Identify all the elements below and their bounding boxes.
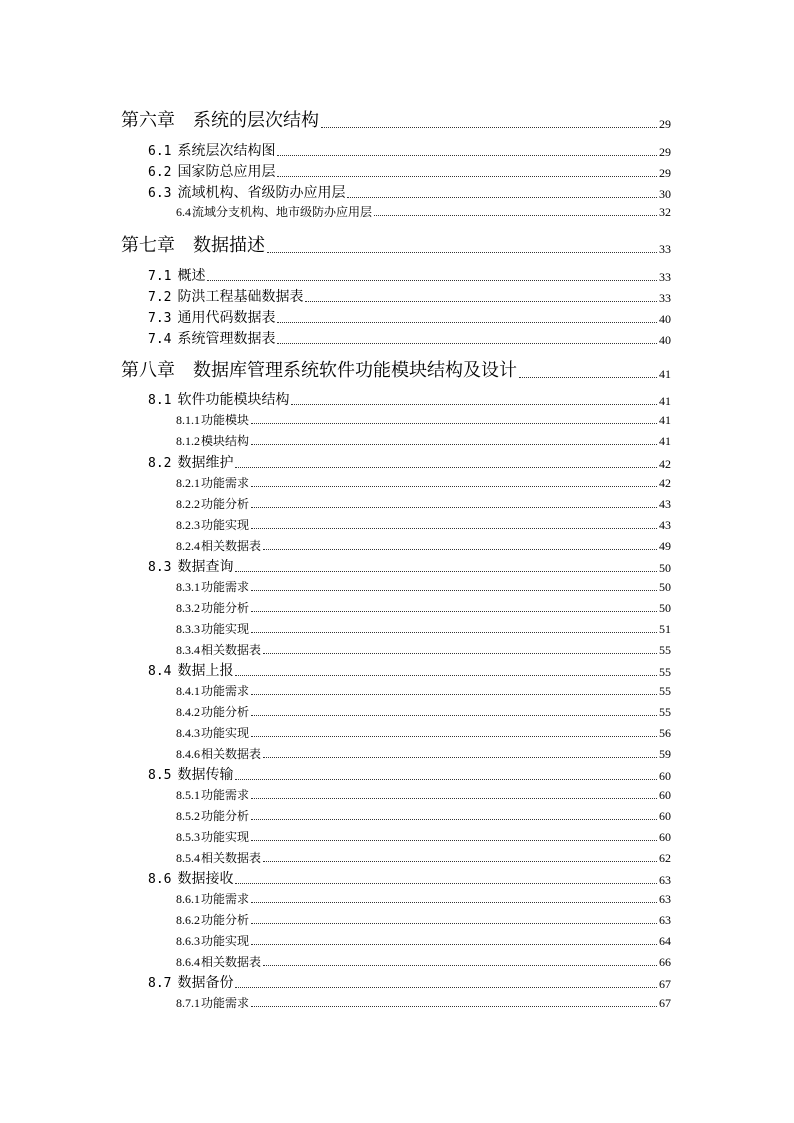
toc-entry-label	[176, 620, 249, 637]
toc-entry-chapter[interactable]	[121, 108, 671, 132]
toc-entry-number: 8.3	[148, 560, 172, 575]
dot-leader	[251, 902, 657, 903]
dot-leader	[519, 377, 657, 378]
dot-leader	[263, 653, 657, 654]
toc-entry-section[interactable]	[148, 307, 671, 327]
toc-entry-label	[148, 764, 233, 784]
toc-entry-title: 功能需求	[201, 996, 250, 1010]
toc-entry-number: 8.2	[148, 456, 172, 471]
dot-leader	[251, 840, 657, 841]
toc-entry-label	[176, 495, 249, 512]
toc-entry-title: 功能需求	[201, 788, 250, 802]
toc-entry-number: 8.5.4	[176, 851, 200, 865]
dot-leader	[291, 404, 657, 405]
toc-entry-page-number: 60	[659, 809, 671, 823]
toc-entry-page-number: 60	[659, 830, 671, 844]
dot-leader	[251, 611, 657, 612]
toc-entry-title: 数据接收	[177, 871, 234, 887]
toc-entry-label	[176, 641, 261, 658]
toc-entry-page-number: 49	[659, 539, 671, 553]
toc-entry-title: 功能实现	[201, 622, 250, 636]
toc-entry-page-number: 32	[659, 205, 671, 219]
toc-entry-label	[148, 182, 345, 202]
toc-entry-page-number: 64	[659, 934, 671, 948]
toc-entry-label	[176, 807, 249, 824]
toc-entry-page-number: 43	[659, 497, 671, 511]
toc-entry-page-number: 56	[659, 726, 671, 740]
toc-entry-title: 模块结构	[201, 434, 250, 448]
toc-entry-title: 数据查询	[177, 559, 234, 575]
toc-entry-label	[176, 432, 249, 449]
toc-entry-section[interactable]	[148, 161, 671, 181]
toc-entry-label	[176, 953, 261, 970]
toc-entry-number: 8.5.3	[176, 830, 200, 844]
toc-entry-title: 功能分析	[201, 601, 250, 615]
toc-entry-title: 相关数据表	[201, 643, 262, 657]
toc-entry-number: 7.2	[148, 290, 172, 305]
toc-entry-label	[148, 161, 275, 181]
toc-entry-sub[interactable]	[176, 577, 671, 595]
toc-entry-page-number: 50	[659, 580, 671, 594]
dot-leader	[235, 779, 657, 780]
toc-entry-number: 8.4.3	[176, 726, 200, 740]
toc-entry-page-number: 60	[659, 788, 671, 802]
toc-entry-number: 8.7.1	[176, 996, 200, 1010]
toc-entry-page-number: 63	[659, 913, 671, 927]
toc-entry-label	[176, 474, 249, 491]
toc-entry-label	[176, 203, 372, 220]
toc-entry-page-number: 41	[659, 394, 671, 408]
toc-entry-label	[176, 911, 249, 928]
toc-entry-label	[176, 516, 249, 533]
toc-entry-sub[interactable]	[176, 702, 671, 720]
toc-entry-title: 相关数据表	[201, 747, 262, 761]
toc-entry-number: 7.4	[148, 332, 172, 347]
toc-entry-label	[176, 786, 249, 803]
toc-entry-number: 8.1.1	[176, 413, 200, 427]
toc-entry-label	[176, 932, 249, 949]
dot-leader	[263, 549, 657, 550]
toc-entry-page-number: 60	[659, 769, 671, 783]
toc-entry-page-number: 63	[659, 892, 671, 906]
toc-entry-title: 国家防总应用层	[177, 164, 276, 180]
toc-entry-page-number: 40	[659, 333, 671, 347]
toc-entry-number: 8.4	[148, 664, 172, 679]
toc-entry-label	[176, 890, 249, 907]
toc-entry-sub[interactable]	[176, 202, 671, 220]
toc-entry-sub[interactable]	[176, 848, 671, 866]
toc-entry-sub[interactable]	[176, 806, 671, 824]
dot-leader	[251, 423, 657, 424]
toc-entry-sub[interactable]	[176, 410, 671, 428]
toc-entry-title: 功能需求	[201, 684, 250, 698]
toc-entry-title: 功能需求	[201, 892, 250, 906]
toc-entry-title: 数据维护	[177, 455, 234, 471]
dot-leader	[277, 155, 657, 156]
toc-entry-title: 相关数据表	[201, 955, 262, 969]
toc-entry-section[interactable]	[148, 389, 671, 409]
toc-entry-number: 第六章	[121, 110, 175, 131]
toc-entry-sub[interactable]	[176, 744, 671, 762]
toc-entry-page-number: 29	[659, 166, 671, 180]
dot-leader	[251, 632, 657, 633]
toc-entry-number: 8.4.6	[176, 747, 200, 761]
toc-entry-title: 功能实现	[201, 518, 250, 532]
toc-entry-label	[148, 452, 233, 472]
toc-entry-title: 功能分析	[201, 705, 250, 719]
toc-entry-label	[121, 106, 319, 132]
toc-entry-sub[interactable]	[176, 515, 671, 533]
toc-entry-page-number: 55	[659, 665, 671, 679]
toc-entry-section[interactable]	[148, 140, 671, 160]
toc-entry-label	[176, 682, 249, 699]
toc-entry-section[interactable]	[148, 764, 671, 784]
toc-entry-number: 6.4	[176, 205, 191, 219]
toc-entry-title: 功能实现	[201, 726, 250, 740]
toc-entry-number: 8.1	[148, 393, 172, 408]
toc-entry-label	[148, 972, 233, 992]
toc-entry-label	[148, 286, 303, 306]
toc-entry-sub[interactable]	[176, 785, 671, 803]
toc-entry-label	[176, 724, 249, 741]
toc-entry-sub[interactable]	[176, 827, 671, 845]
toc-entry-label	[148, 389, 289, 409]
toc-entry-number: 8.3.2	[176, 601, 200, 615]
dot-leader	[251, 736, 657, 737]
toc-entry-page-number: 55	[659, 705, 671, 719]
toc-entry-title: 功能实现	[201, 934, 250, 948]
dot-leader	[235, 467, 657, 468]
toc-entry-title: 流域机构、省级防办应用层	[177, 185, 346, 201]
toc-entry-sub[interactable]	[176, 931, 671, 949]
toc-entry-number: 8.6.3	[176, 934, 200, 948]
toc-entry-number: 8.4.2	[176, 705, 200, 719]
toc-entry-number: 8.6.2	[176, 913, 200, 927]
toc-entry-number: 8.3.4	[176, 643, 200, 657]
toc-entry-number: 7.1	[148, 269, 172, 284]
dot-leader	[251, 1006, 657, 1007]
toc-entry-page-number: 50	[659, 561, 671, 575]
toc-entry-page-number: 66	[659, 955, 671, 969]
toc-entry-page-number: 63	[659, 873, 671, 887]
toc-entry-sub[interactable]	[176, 889, 671, 907]
toc-entry-label	[148, 660, 233, 680]
toc-entry-sub[interactable]	[176, 993, 671, 1011]
toc-entry-label	[148, 265, 205, 285]
toc-entry-label	[148, 556, 233, 576]
toc-entry-page-number: 59	[659, 747, 671, 761]
toc-entry-page-number: 50	[659, 601, 671, 615]
toc-entry-label	[176, 849, 261, 866]
dot-leader	[251, 528, 657, 529]
toc-entry-title: 数据库管理系统软件功能模块结构及设计	[193, 360, 517, 381]
toc-entry-page-number: 42	[659, 476, 671, 490]
toc-entry-chapter[interactable]	[121, 233, 671, 257]
toc-entry-label	[148, 328, 275, 348]
toc-entry-page-number: 67	[659, 996, 671, 1010]
toc-entry-label	[176, 599, 249, 616]
dot-leader	[321, 127, 657, 128]
dot-leader	[235, 987, 657, 988]
toc-entry-number: 第八章	[121, 360, 175, 381]
toc-entry-page-number: 41	[659, 434, 671, 448]
toc-entry-section[interactable]	[148, 972, 671, 992]
toc-entry-section[interactable]	[148, 265, 671, 285]
toc-entry-number: 7.3	[148, 311, 172, 326]
toc-entry-number: 第七章	[121, 235, 175, 256]
toc-entry-number: 8.6	[148, 872, 172, 887]
dot-leader	[251, 819, 657, 820]
toc-entry-label	[176, 703, 249, 720]
toc-entry-title: 系统管理数据表	[177, 331, 276, 347]
toc-entry-sub[interactable]	[176, 681, 671, 699]
dot-leader	[305, 301, 657, 302]
toc-entry-page-number: 29	[659, 117, 671, 131]
toc-entry-number: 8.2.1	[176, 476, 200, 490]
toc-entry-page-number: 42	[659, 457, 671, 471]
dot-leader	[263, 965, 657, 966]
toc-entry-title: 概述	[177, 268, 206, 284]
toc-entry-page-number: 67	[659, 977, 671, 991]
dot-leader	[207, 280, 657, 281]
toc-entry-label	[176, 411, 249, 428]
toc-entry-title: 功能实现	[201, 830, 250, 844]
toc-entry-page-number: 33	[659, 242, 671, 256]
toc-entry-title: 数据传输	[177, 767, 234, 783]
toc-entry-number: 8.3.3	[176, 622, 200, 636]
toc-entry-section[interactable]	[148, 556, 671, 576]
dot-leader	[277, 322, 657, 323]
toc-entry-sub[interactable]	[176, 494, 671, 512]
toc-entry-number: 8.6.4	[176, 955, 200, 969]
toc-entry-page-number: 43	[659, 518, 671, 532]
dot-leader	[347, 197, 657, 198]
toc-entry-number: 8.5.1	[176, 788, 200, 802]
toc-entry-number: 8.3.1	[176, 580, 200, 594]
dot-leader	[251, 923, 657, 924]
toc-entry-page-number: 41	[659, 413, 671, 427]
toc-entry-number: 8.4.1	[176, 684, 200, 698]
toc-entry-title: 数据描述	[193, 235, 265, 256]
toc-entry-sub[interactable]	[176, 431, 671, 449]
toc-entry-title: 防洪工程基础数据表	[177, 289, 304, 305]
toc-entry-section[interactable]	[148, 660, 671, 680]
dot-leader	[251, 715, 657, 716]
toc-entry-page-number: 29	[659, 145, 671, 159]
toc-entry-title: 相关数据表	[201, 539, 262, 553]
dot-leader	[251, 944, 657, 945]
toc-entry-number: 8.7	[148, 976, 172, 991]
toc-entry-title: 数据备份	[177, 975, 234, 991]
toc-entry-number: 6.3	[148, 186, 172, 201]
dot-leader	[235, 571, 657, 572]
toc-entry-sub[interactable]	[176, 536, 671, 554]
toc-entry-sub[interactable]	[176, 640, 671, 658]
dot-leader	[251, 590, 657, 591]
toc-entry-label	[121, 231, 265, 257]
toc-entry-number: 8.5.2	[176, 809, 200, 823]
toc-entry-sub[interactable]	[176, 952, 671, 970]
dot-leader	[267, 252, 657, 253]
toc-entry-number: 8.6.1	[176, 892, 200, 906]
toc-entry-sub[interactable]	[176, 723, 671, 741]
toc-entry-sub[interactable]	[176, 473, 671, 491]
toc-entry-title: 功能需求	[201, 580, 250, 594]
toc-entry-page-number: 51	[659, 622, 671, 636]
toc-entry-number: 8.1.2	[176, 434, 200, 448]
toc-entry-page-number: 30	[659, 187, 671, 201]
toc-entry-chapter[interactable]	[121, 358, 671, 382]
toc-entry-sub[interactable]	[176, 910, 671, 928]
toc-entry-section[interactable]	[148, 286, 671, 306]
toc-entry-label	[148, 868, 233, 888]
toc-entry-title: 数据上报	[177, 663, 234, 679]
toc-entry-number: 6.1	[148, 144, 172, 159]
toc-entry-section[interactable]	[148, 182, 671, 202]
toc-entry-title: 系统的层次结构	[193, 110, 319, 131]
toc-entry-label	[176, 745, 261, 762]
dot-leader	[277, 176, 657, 177]
toc-entry-sub[interactable]	[176, 619, 671, 637]
toc-entry-title: 软件功能模块结构	[177, 392, 290, 408]
toc-entry-page-number: 41	[659, 367, 671, 381]
toc-entry-title: 系统层次结构图	[177, 143, 276, 159]
toc-entry-section[interactable]	[148, 328, 671, 348]
toc-entry-title: 功能需求	[201, 476, 250, 490]
dot-leader	[251, 507, 657, 508]
toc-entry-number: 8.5	[148, 768, 172, 783]
dot-leader	[251, 694, 657, 695]
toc-entry-number: 6.2	[148, 165, 172, 180]
toc-entry-section[interactable]	[148, 868, 671, 888]
dot-leader	[263, 757, 657, 758]
dot-leader	[251, 486, 657, 487]
toc-entry-title: 流域分支机构、地市级防办应用层	[192, 205, 373, 219]
toc-entry-page-number: 33	[659, 270, 671, 284]
toc-entry-title: 相关数据表	[201, 851, 262, 865]
toc-entry-page-number: 55	[659, 684, 671, 698]
toc-entry-label	[176, 578, 249, 595]
dot-leader	[251, 798, 657, 799]
toc-entry-page-number: 33	[659, 291, 671, 305]
dot-leader	[277, 343, 657, 344]
dot-leader	[235, 675, 657, 676]
dot-leader	[235, 883, 657, 884]
toc-entry-label	[176, 537, 261, 554]
dot-leader	[251, 444, 657, 445]
dot-leader	[263, 861, 657, 862]
toc-entry-number: 8.2.3	[176, 518, 200, 532]
toc-entry-number: 8.2.2	[176, 497, 200, 511]
toc-entry-sub[interactable]	[176, 598, 671, 616]
toc-entry-title: 功能模块	[201, 413, 250, 427]
toc-entry-number: 8.2.4	[176, 539, 200, 553]
toc-entry-label	[148, 140, 275, 160]
toc-entry-title: 功能分析	[201, 497, 250, 511]
toc-entry-label	[148, 307, 275, 327]
toc-entry-label	[176, 828, 249, 845]
toc-entry-label	[121, 356, 517, 382]
toc-entry-title: 功能分析	[201, 809, 250, 823]
toc-entry-page-number: 40	[659, 312, 671, 326]
dot-leader	[374, 215, 657, 216]
toc-entry-label	[176, 994, 249, 1011]
toc-entry-page-number: 62	[659, 851, 671, 865]
toc-entry-title: 功能分析	[201, 913, 250, 927]
toc-entry-page-number: 55	[659, 643, 671, 657]
toc-entry-title: 通用代码数据表	[177, 310, 276, 326]
toc-entry-section[interactable]	[148, 452, 671, 472]
